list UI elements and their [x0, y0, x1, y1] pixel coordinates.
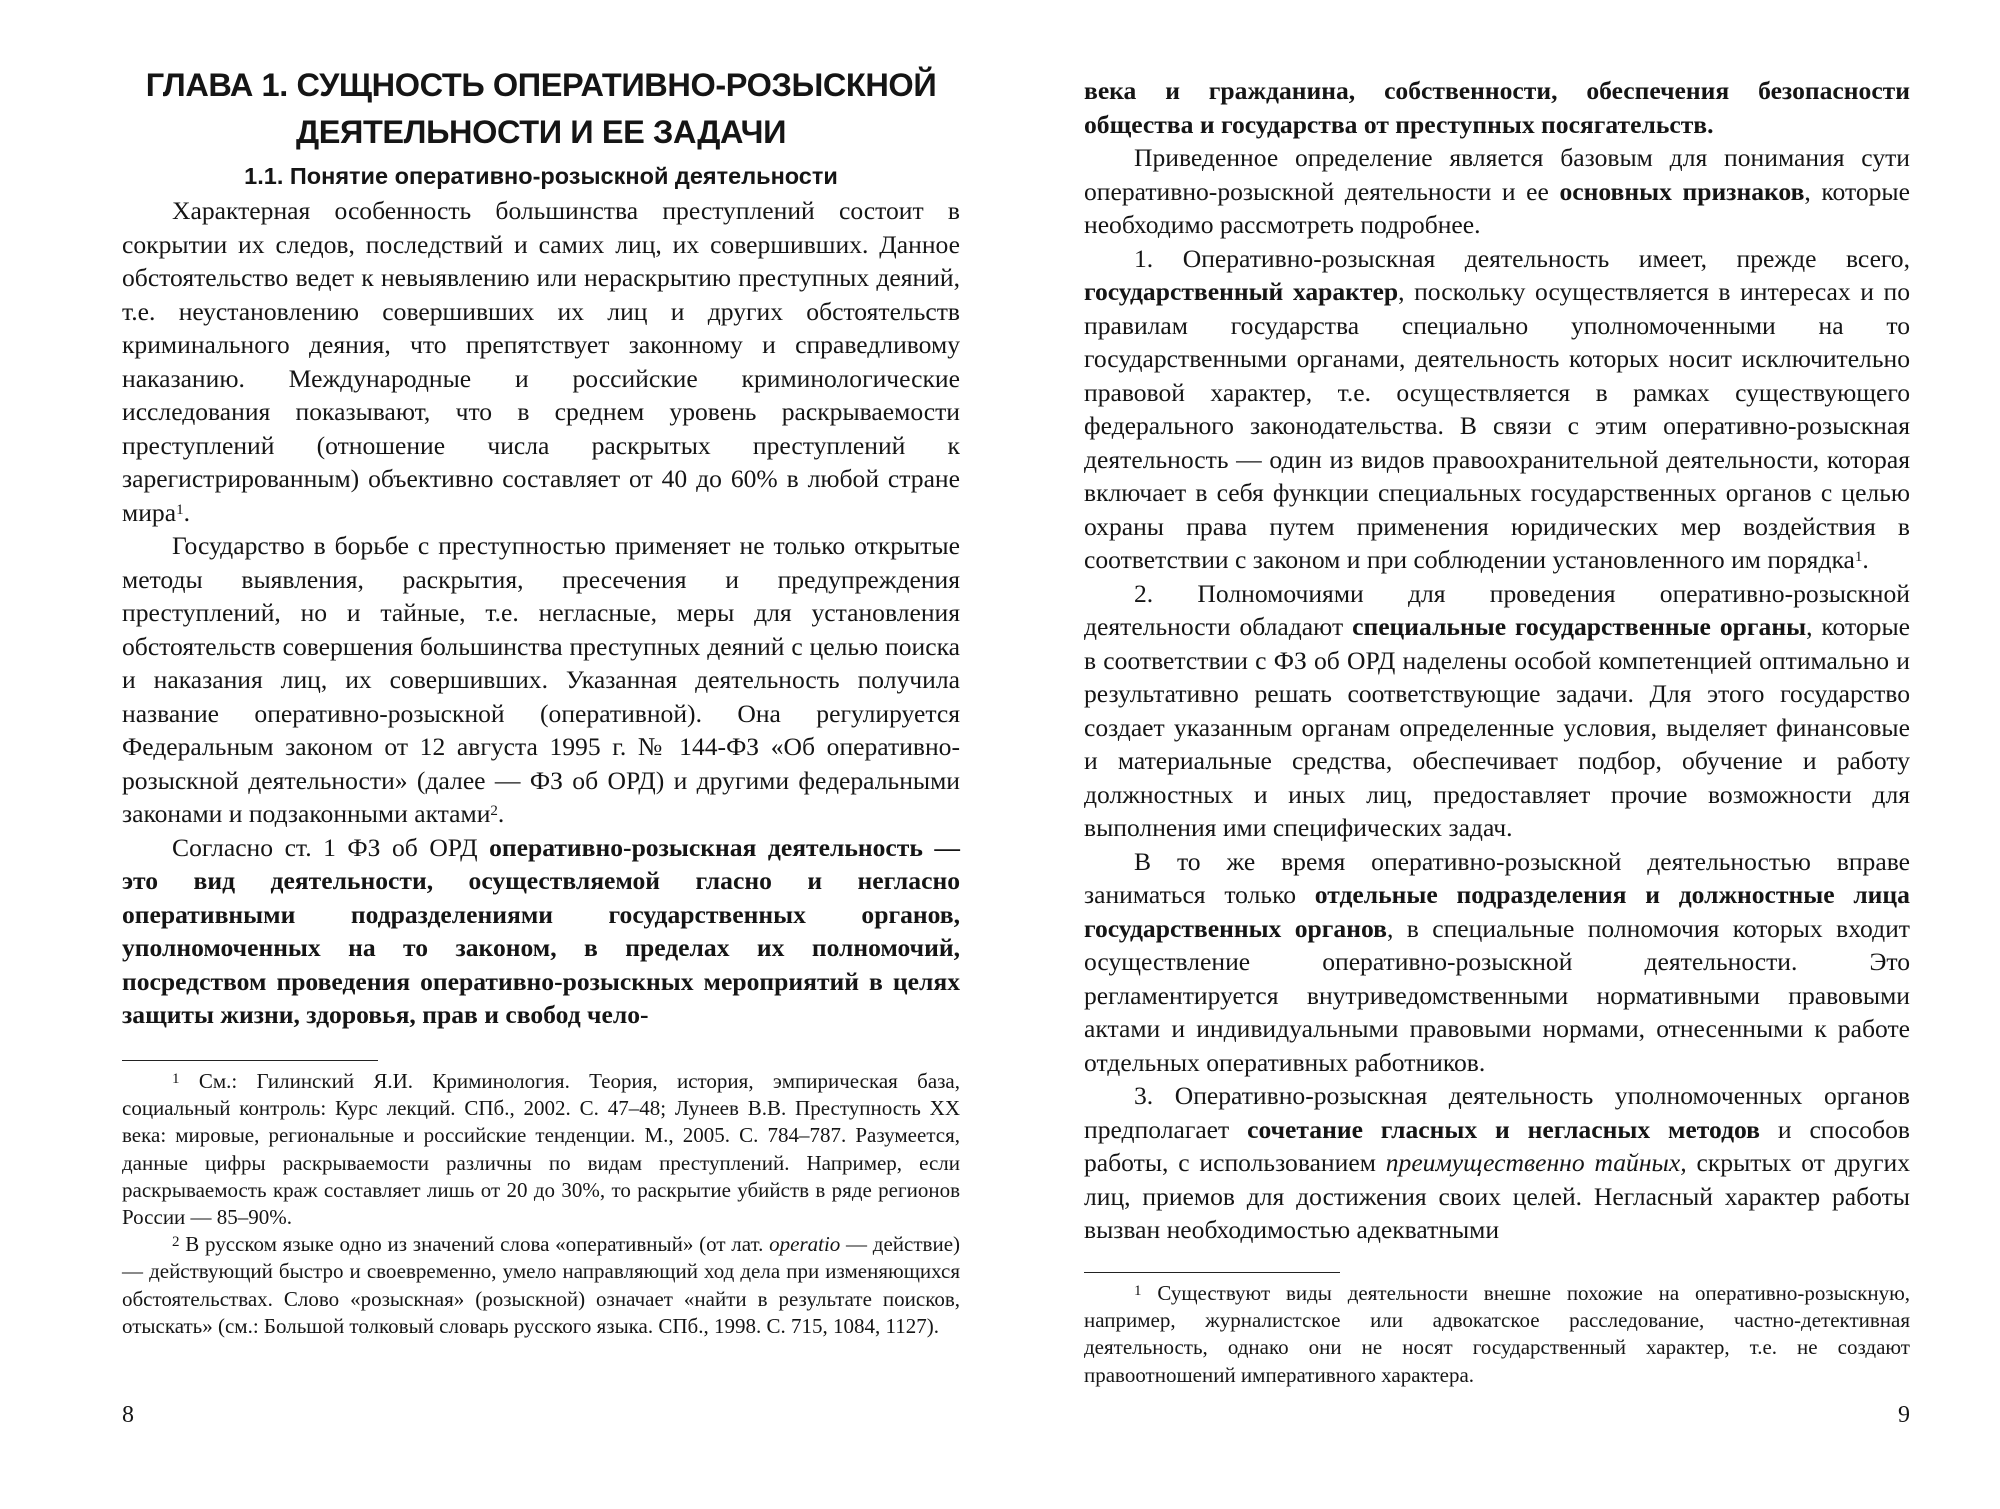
- paragraph-text: 3. Оперативно-розыскная деятельность уполномоченных органов предполагает: [1084, 1081, 1910, 1144]
- left-body-text: [122, 194, 960, 1032]
- paragraph: [1084, 1079, 1910, 1247]
- chapter-title: ГЛАВА 1. СУЩНОСТЬ ОПЕРАТИВНО-РОЗЫСКНОЙ ДЕЯТЕЛЬНОСТИ И ЕЕ ЗАДАЧИ: [145, 67, 937, 150]
- page-number: 9: [1898, 1402, 1910, 1428]
- paragraph-text: скрытых от других лиц, приемов для достижения своих целей. Негласный характер работы вызван необходимостью адекватными: [1084, 1148, 1910, 1244]
- footnote-ref: 2: [490, 803, 498, 819]
- footnote-text: См.: Гилинский Я.И. Криминология. Теория, история, эмпирическая база, социальный контроль: Курс лекций. СПб., 2002. С. 47–48; Лунеев В.В. Преступность XX века: мировые, региональные и российские тенденции. М., 2005. С. 784–787. Разумеется, данные цифры раскрываемости различны по видам преступлений. Например, если раскрываемость краж составляет лишь от 20 до 30%, то раскрытие убийств в ряде регионов России — 85–90%.: [122, 1069, 961, 1230]
- footnote-number: 1: [172, 1071, 180, 1087]
- definition-bold: оперативно-розыскная деятельность — это вид деятельности, осуществляемой гласно и негласно оперативными подразделениями государственных органов, уполномоченных на то законом, в пределах их полномочий, посредством проведения оперативно-розыскных мероприятий в целях защиты жизни, здоровья, прав и свобод чело-: [122, 832, 960, 1029]
- footnote-number: 1: [1134, 1283, 1142, 1299]
- footnote-text: — действие) — действующий быстро и своевременно, умело направляющий ход дела при изменяющихся обстоятельствах. Слово «розыскная» (розыскной) означает «найти в результате поисков, отыскать» (см.: Большой толковый словарь русского языка. СПб., 1998. С. 715, 1084, 1127).: [122, 1232, 961, 1338]
- paragraph: [1084, 74, 1910, 141]
- footnote: [1084, 1280, 1910, 1389]
- paragraph: Характерная особенность большинства преступлений состоит в сокрытии их следов, последствий и самих лиц, их совершивших. Данное обстоятельство ведет к невыявлению или нераскрытию преступных деяний, т.е. неустановлению совершивших их лиц и других обстоятельств криминального деяния, что препятствует законному и справедливому наказанию. Международные и российские криминологические исследования показывают, что в среднем уровень раскрываемости преступлений (отношение числа раскрытых преступлений к зарегистрированным) объективно составляет от 40 до 60% в любой стране мира$^1$.: [122, 196, 960, 527]
- paragraph-text: Приведенное определение является базовым для понимания сути оперативно-розыскной деятельности и ее: [1084, 143, 1910, 206]
- paragraph: Государство в борьбе с преступностью применяет не только открытые методы выявления, раскрытия, пресечения и предупреждения преступлений, но и тайные, т.е. негласные, меры для установления обстоятельств совершения большинства преступных деяний с целью поиска и наказания лиц, их совершивших. Указанная деятельность получила название оперативно-розыскной (оперативной). Она регулируется Федеральным законом от 12 августа 1995 г. № 144-ФЗ «Об оперативно-розыскной деятельности» (далее — ФЗ об ОРД) и другими федеральными законами и подзаконными актами$^2$.: [122, 531, 960, 828]
- bold-term: сочетание гласных и негласных методов: [1247, 1114, 1761, 1144]
- paragraph-text: Характерная особенность большинства преступлений состоит в сокрытии их следов, последствий и самих лиц, их совершивших. Данное обстоятельство ведет к невыявлению или нераскрытию преступных деяний, т.е. неустановлению совершивших их лиц и других обстоятельств криминального деяния, что препятствует законному и справедливому наказанию. Международные и российские криминологические исследования показывают, что в среднем уровень раскрываемости преступлений (отношение числа раскрытых преступлений к зарегистрированным) объективно составляет от 40 до 60% в любой стране мира: [122, 196, 960, 527]
- left-footnotes: [122, 1068, 960, 1340]
- footnote: [122, 1231, 960, 1340]
- footnote-number: 2: [172, 1234, 180, 1251]
- paragraph-text: , поскольку осуществляется в интересах и по правилам государства специально уполномоченными на то государственными органами, деятельность которых носит исключительно правовой характер, т.е. осуществляется в рамках существующего федерального законодательства. В связи с этим оперативно-розыскная деятельность — один из видов правоохранительной деятельности, которая включает в себя функции специальных государственных органов с целью охраны права путем применения юридических мер воздействия в соответствии с законом и при соблюдении установленного им порядка: [1084, 277, 1910, 574]
- footnote: [122, 1068, 960, 1231]
- paragraph-text: 1. Оперативно-розыскная деятельность имеет, прежде всего,: [1134, 243, 1910, 273]
- bold-term: основных признаков: [1559, 176, 1805, 206]
- bold-term: отдельные подразделения и должностные лица государственных органов: [1084, 880, 1910, 943]
- paragraph-text: , которые в соответствии с ФЗ об ОРД наделены особой компетенцией оптимально и результативно решать соответствующие задачи. Для этого государство создает указанным органам определенные условия, выделяет финансовые и материальные средства, обеспечивает подбор, обучение и работу должностных и иных лиц, предоставляет прочие возможности для выполнения ими специфических задач.: [1084, 612, 1911, 842]
- paragraph-text: Согласно ст. 1 ФЗ об ОРД: [172, 832, 490, 862]
- bold-term: государственный характер: [1084, 277, 1399, 306]
- paragraph: [1084, 141, 1910, 242]
- paragraph: [1084, 845, 1910, 1080]
- footnote-text: Существуют виды деятельности внешне похожие на оперативно-розыскную, например, журналистское или адвокатское расследование, частно-детективная деятельность, однако они не носят государственный характер, т.е. не создают правоотношений императивного характера.: [1084, 1281, 1911, 1387]
- footnote-ref: 1: [1854, 549, 1863, 565]
- italic-term: преимущественно тайных,: [1385, 1148, 1687, 1177]
- paragraph: [122, 831, 960, 1032]
- latin-term: operatio: [769, 1232, 841, 1257]
- right-body-text: [1084, 74, 1910, 1247]
- definition-bold: века и гражданина, собственности, обеспечения безопасности общества и государства от преступных посягательств.: [1084, 76, 1910, 139]
- footnote-ref: 1: [176, 501, 184, 518]
- paragraph-text: В то же время оперативно-розыскной деятельностью вправе заниматься только: [1084, 846, 1910, 909]
- left-page: [122, 0, 960, 1509]
- bold-term: специальные государственные органы: [1352, 612, 1807, 641]
- paragraph: [1084, 577, 1910, 845]
- paragraph: 1. Оперативно-розыскная деятельность имеет, прежде всего, государственный характер, поскольку осуществляется в интересах и по правилам государства специально уполномоченными на то государственными органами, деятельность которых носит исключительно правовой характер, т.е. осуществляется в рамках существующего федерального законодательства. В связи с этим оперативно-розыскная деятельность — один из видов правоохранительной деятельности, которая включает в себя функции специальных государственных органов с целью охраны права путем применения юридических мер воздействия в соответствии с законом и при соблюдении установленного им порядка$^1$.: [1084, 243, 1910, 574]
- footnote-text: В русском языке одно из значений слова «оперативный» (от лат.: [185, 1232, 770, 1257]
- paragraph-text: , в специальные полномочия которых входит осуществление оперативно-розыскной деятельности. Это регламентируется внутриведомственными нормативными правовыми актами и индивидуальными правовыми нормами, отнесенными к работе отдельных оперативных работников.: [1084, 913, 1910, 1077]
- footnote-divider: [122, 1060, 378, 1061]
- right-footnotes: [1084, 1280, 1910, 1389]
- paragraph-text: , которые необходимо рассмотреть подробнее.: [1084, 176, 1910, 239]
- right-page: [1084, 0, 1910, 1509]
- page-number: 8: [122, 1402, 134, 1428]
- paragraph-text: и способов работы, с использованием: [1084, 1114, 1911, 1177]
- paragraph-text: Государство в борьбе с преступностью применяет не только открытые методы выявления, раскрытия, пресечения и предупреждения преступлений, но и тайные, т.е. негласные, меры для установления обстоятельств совершения большинства преступных деяний с целью поиска и наказания лиц, их совершивших. Указанная деятельность получила название оперативно-розыскной (оперативной). Она регулируется Федеральным законом от 12 августа 1995 г. № 144-ФЗ «Об оперативно-розыскной деятельности» (далее — ФЗ об ОРД) и другими федеральными законами и подзаконными актами: [122, 531, 960, 828]
- footnote-divider: [1084, 1272, 1340, 1273]
- section-title: 1.1. Понятие оперативно-розыскной деятельности: [244, 163, 838, 189]
- paragraph-text: 2. Полномочиями для проведения оперативно-розыскной деятельности обладают: [1084, 578, 1910, 641]
